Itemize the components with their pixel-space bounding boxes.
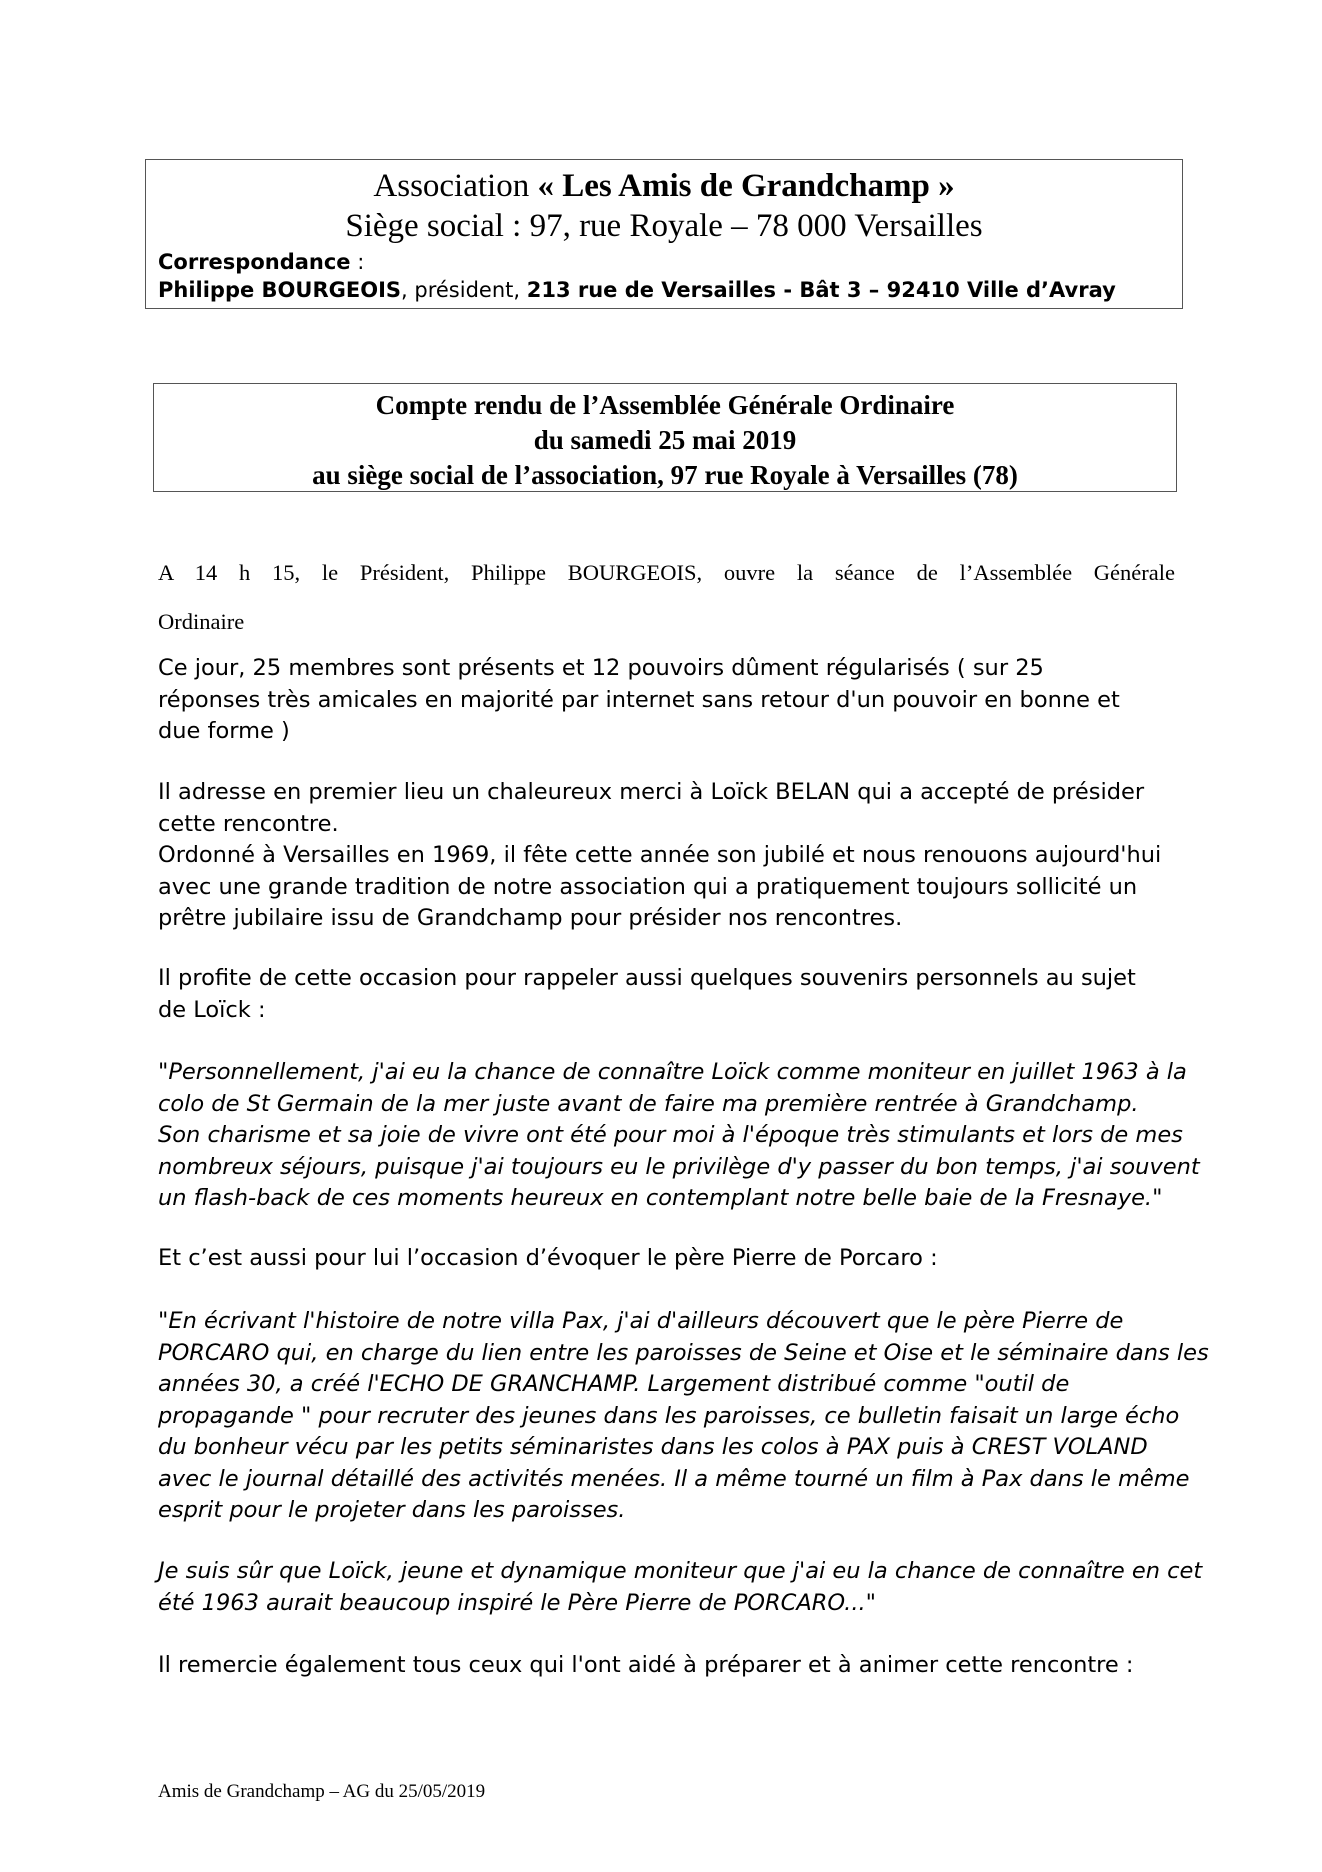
paragraph-line: Son charisme et sa joie de vivre ont été pour moi à l'époque très stimulants et lors de mes xyxy=(158,1122,1183,1148)
personal-quote-paragraph xyxy=(158,1057,1200,1215)
paragraph-line: propagande " pour recruter des jeunes dans les paroisses, ce bulletin faisait un large écho xyxy=(158,1402,1180,1429)
contact-name: Philippe BOURGEOIS xyxy=(158,278,402,302)
paragraph-line: esprit pour le projeter dans les paroisses. xyxy=(158,1497,626,1523)
correspondance-label-line xyxy=(158,248,364,276)
paragraph-line: du bonheur vécu par les petits séminaristes dans les colos à PAX puis à CREST VOLAND xyxy=(158,1434,1148,1460)
paragraph-line: Il profite de cette occasion pour rappeler aussi quelques souvenirs personnels au sujet xyxy=(158,965,1136,991)
porcaro-intro-paragraph xyxy=(158,1243,1178,1275)
paragraph-line: été 1963 aurait beaucoup inspiré le Père Pierre de PORCARO..." xyxy=(158,1589,876,1616)
association-prefix: Association xyxy=(373,168,538,204)
paragraph-line: "Personnellement, j'ai eu la chance de connaître Loïck comme moniteur en juillet 1963 à la xyxy=(158,1059,1187,1085)
paragraph-line: colo de St Germain de la mer juste avant de faire ma première rentrée à Grandchamp. xyxy=(158,1090,1139,1117)
paragraph-line: prêtre jubilaire issu de Grandchamp pour présider nos rencontres. xyxy=(158,905,903,931)
title-line-1: Compte rendu de l’Assemblée Générale Ordinaire xyxy=(375,390,955,420)
paragraph-line: Ordonné à Versailles en 1969, il fête cette année son jubilé et nous renouons aujourd'hui xyxy=(158,842,1162,868)
head-office-line: Siège social : 97, rue Royale – 78 000 Versailles xyxy=(345,208,983,244)
correspondance-contact-line xyxy=(158,276,1116,304)
paragraph-line: réponses très amicales en majorité par internet sans retour d'un pouvoir en bonne et xyxy=(158,686,1120,713)
paragraph-line: un flash-back de ces moments heureux en contemplant notre belle baie de la Fresnaye." xyxy=(158,1185,1163,1211)
association-header-box xyxy=(145,159,1183,309)
paragraph-line: Il adresse en premier lieu un chaleureux merci à Loïck BELAN qui a accepté de présider xyxy=(158,779,1145,805)
thanks-paragraph xyxy=(158,777,1178,935)
meeting-title-box xyxy=(153,383,1177,492)
page-footer: Amis de Grandchamp – AG du 25/05/2019 xyxy=(158,1781,486,1802)
title-line-2: du samedi 25 mai 2019 xyxy=(533,425,797,455)
paragraph-line: cette rencontre. xyxy=(158,810,339,837)
paragraph-line: Ordinaire xyxy=(158,609,245,634)
paragraph-line: avec le journal détaillé des activités menées. Il a même tourné un film à Pax dans le même xyxy=(158,1465,1190,1492)
paragraph-line: "En écrivant l'histoire de notre villa Pax, j'ai d'ailleurs découvert que le père Pierre de xyxy=(158,1308,1124,1334)
paragraph-line: avec une grande tradition de notre association qui a pratiquement toujours sollicité un xyxy=(158,873,1138,900)
association-name-line xyxy=(146,166,1182,206)
paragraph-line: due forme ) xyxy=(158,718,290,744)
paragraph-line: années 30, a créé l'ECHO DE GRANCHAMP. Largement distribué comme "outil de xyxy=(158,1371,1070,1397)
title-line-3: au siège social de l’association, 97 rue Royale à Versailles (78) xyxy=(312,460,1018,490)
paragraph-line: Ce jour, 25 membres sont présents et 12 pouvoirs dûment régularisés ( sur 25 xyxy=(158,655,1044,681)
attendance-paragraph xyxy=(158,653,1178,748)
paragraph-line: de Loïck : xyxy=(158,996,266,1023)
opening-paragraph xyxy=(158,548,1178,646)
paragraph-line: nombreux séjours, puisque j'ai toujours eu le privilège d'y passer du bon temps, j'ai souvent xyxy=(158,1153,1200,1180)
association-name: « Les Amis de Grandchamp » xyxy=(537,168,955,204)
contact-role: , président, xyxy=(401,278,527,302)
inspiration-quote-paragraph xyxy=(158,1556,1203,1619)
correspondance-suffix: : xyxy=(350,250,365,274)
correspondance-label: Correspondance xyxy=(158,250,351,274)
paragraph-line: A 14 h 15, le Président, Philippe BOURGEOIS, ouvre la séance de l’Assemblée Générale xyxy=(158,560,1175,585)
paragraph-line: Il remercie également tous ceux qui l'ont aidé à préparer et à animer cette rencontre : xyxy=(158,1652,1134,1678)
memories-intro-paragraph xyxy=(158,963,1178,1026)
paragraph-line: Et c’est aussi pour lui l’occasion d’évoquer le père Pierre de Porcaro : xyxy=(158,1245,938,1271)
acknowledgements-paragraph xyxy=(158,1650,1178,1682)
contact-address: 213 rue de Versailles - Bât 3 – 92410 Ville d’Avray xyxy=(526,278,1116,302)
paragraph-line: PORCARO qui, en charge du lien entre les paroisses de Seine et Oise et le séminaire dans les xyxy=(158,1339,1209,1366)
history-quote-paragraph xyxy=(158,1306,1209,1527)
paragraph-line: Je suis sûr que Loïck, jeune et dynamique moniteur que j'ai eu la chance de connaître en cet xyxy=(158,1558,1203,1584)
